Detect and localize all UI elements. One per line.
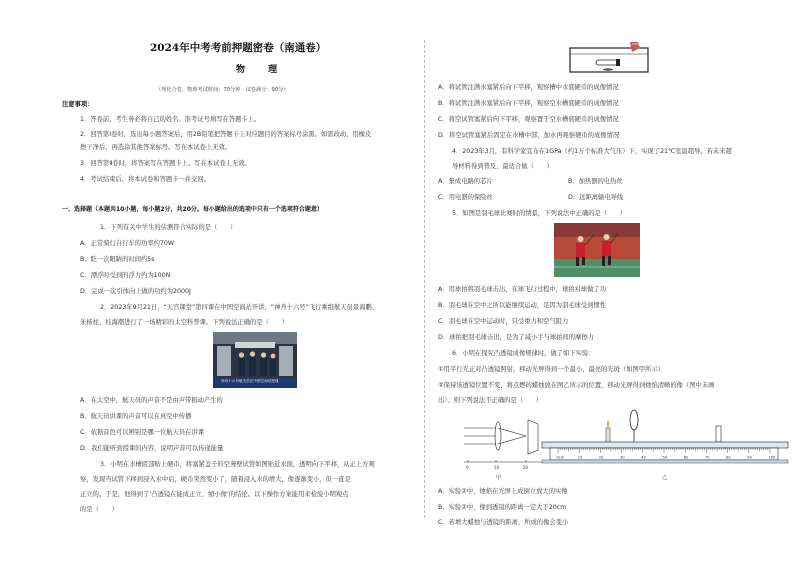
water-tank-figure: [568, 40, 652, 74]
exam-meta: （理化合卷，物理考试时间：70分钟 试卷满分：90分）: [156, 87, 289, 93]
q3-option: D．将空试管塞紧后固定在水槽中部，加水再观察硬币的成像情况: [438, 132, 620, 139]
q3-option: A．将试管注满水塞紧后向下平移，观察槽中水底硬币的成像情况: [438, 84, 619, 91]
fig-a-tick: 0: [466, 465, 469, 470]
q6-line: 出）。则下列说法不正确的是（ ）: [438, 397, 542, 404]
q4-option: B．加热器的电热丝: [568, 178, 623, 185]
right-column: [430, 0, 794, 562]
ruler-tick-label: 70: [704, 455, 710, 460]
q4-stem: 导材料得到普及，最适合做（ ）: [452, 163, 553, 170]
notes-heading: 注意事项：: [62, 101, 94, 108]
q6-line: ②保持该透镜位置不变，将点燃的蜡烛放在图乙所示的位置，移动光屏得到烛焰清晰的像（图中未画: [438, 382, 715, 389]
section-heading: 一、选择题（本题共10小题，每小题2分，共20分。每小题给出的选项中只有一个选项符合题意）: [62, 206, 323, 213]
q4-option: D．远距离输电导线: [568, 194, 624, 201]
q4-stem: 4．2023年3月，有科学家宣布在1GPa（约1万个标准大气压）下，实现了21℃室温超导。若未来超: [452, 148, 732, 155]
q5-option: A．用球拍将羽毛球击出，在球飞行过程中，球拍对球做了功: [438, 286, 607, 293]
q4-option: C．用电器的保险丝: [438, 194, 493, 201]
q6-line: ①用平行光正对凸透镜照射，移动光屏得到一个最小、最亮的光斑（如图甲所示）: [438, 366, 665, 373]
q1-option: C．漂浮时受到的浮力约为100N: [80, 272, 171, 279]
q1-option: A．正常骑行自行车的功率约70W: [80, 240, 175, 247]
q6-option: A．实验②中，烛焰在光屏上成倒立放大的实像: [438, 488, 568, 495]
ruler-tick-label: 60: [683, 455, 689, 460]
q3-option: B．将试管注满水塞紧后向下平移，观察空水槽底硬币的成像情况: [438, 100, 619, 107]
q6-option: C．若增大蜡烛与透镜的距离，所成的像会变小: [438, 519, 569, 526]
ruler-tick-label: 30: [620, 455, 625, 460]
badminton-photo-image: [554, 223, 640, 277]
q1-option: D．完成一次引体向上做的功约为2000J: [80, 288, 191, 295]
q1-stem: 1．下列有关中学生的估测符合实际的是（ ）: [100, 224, 237, 231]
q2-option: A．在太空中，航天员的声音不是由声带振动产生的: [80, 397, 223, 404]
photo-caption: 神舟十六号航天员在中国空间站授课: [221, 379, 279, 383]
note-item: 擦干净后，再选涂其他答案标号。写在本试卷上无效。: [80, 144, 232, 151]
q2-option: D．我们能听到授课的内容，说明声音可以传递能量: [80, 445, 224, 452]
q5-option: C．羽毛球在空中运动时，只受重力和空气阻力: [438, 318, 569, 325]
q2-option: C．依据音色可以辨别是哪一位航天员在讲课: [80, 429, 205, 436]
exam-title: 2024年中考考前押题密卷（南通卷）: [150, 42, 327, 54]
ruler-tick-label: 40: [641, 455, 646, 460]
note-item: 2．回答第Ⅰ卷时，选出每小题答案后，用2B铅笔把答题卡上对应题目的答案标号涂黑。如需改动，用橡皮: [80, 131, 372, 138]
note-item: 1．答卷前，考生务必将自己的姓名、准考证号填写在答题卡上。: [80, 116, 261, 123]
q4-option: A．集成电路的芯片: [438, 178, 493, 185]
q6-option: B．实验②中，像到透镜的距离一定大于20cm: [438, 504, 567, 511]
figure-a-focal-length: [460, 410, 546, 472]
column-divider: [424, 40, 425, 518]
q1-option: B．眨一次眼睛的时间约5s: [80, 256, 155, 263]
note-item: 4．考试结束后，将本试卷和答题卡一并交回。: [80, 176, 210, 183]
figure-b-optical-bench: [540, 406, 792, 472]
ruler-tick-label: 0cm: [556, 455, 565, 460]
fig-a-label: 甲: [496, 475, 502, 481]
ruler-tick-label: 50: [662, 455, 668, 460]
q5-option: B．羽毛球在空中之所以能继续运动，是因为羽毛球受到惯性: [438, 302, 607, 309]
q2-stem: 2．2023年9月21日，“天宫课堂”第四课在中国空间站开讲，“神舟十六号”飞行乘组航天员景海鹏、: [100, 304, 379, 311]
ruler-tick-label: 20: [598, 455, 604, 460]
q3-option: C．将空试管塞紧后向下平移，观察置于空水槽底硬币的成像情况: [438, 116, 619, 123]
subject-label: 物 理: [236, 65, 288, 75]
ruler-tick-label: 90: [747, 455, 752, 460]
ruler-tick-label: 100: [768, 455, 776, 460]
q3-line: 的是（ ）: [80, 506, 118, 513]
fig-a-tick: 10: [494, 465, 500, 470]
badminton-photo: [554, 223, 640, 277]
q2-stem: 朱杨柱、桂海潮进行了一场精彩的太空科普课。下列说法正确的是（ ）: [80, 319, 288, 326]
ruler-tick-label: 80: [726, 455, 731, 460]
q5-stem: 5．如图是羽毛球比赛时的情景，下列说法中正确的是（ ）: [452, 210, 627, 217]
q3-line: 正立的。于是，他得到了‘凸透镜在能成正立、缩小像’的结论。以下操作方案能用来检验小明观点: [80, 491, 349, 498]
fig-a-tick: 20: [523, 465, 529, 470]
q2-option: B．航天员讲课的声音可以在真空中传播: [80, 413, 192, 420]
q6-stem: 6．小明在探究凸透镜成像规律时，做了如下实验：: [452, 350, 595, 357]
q3-line: 3．小明在水槽底部贴上硬币，将塞紧盖子的空薄壁试管如图贴近水面，透明向下平移，从正上方观: [100, 461, 375, 468]
fig-b-label: 乙: [662, 475, 668, 481]
q3-line: 察，发现当试管下移到浸入水中后，硬币突然变小了，随着浸入水的增大，像逐渐变小，但一直是: [80, 476, 351, 483]
ruler-tick-label: 10: [577, 455, 583, 460]
note-item: 3．回答第Ⅱ卷时，将答案写在答题卡上。写在本试卷上无效。: [80, 160, 251, 167]
astronaut-photo: [213, 332, 297, 388]
q5-option: D．球拍把羽毛球击出，是为了减小手与球拍间的摩擦力: [438, 334, 594, 341]
